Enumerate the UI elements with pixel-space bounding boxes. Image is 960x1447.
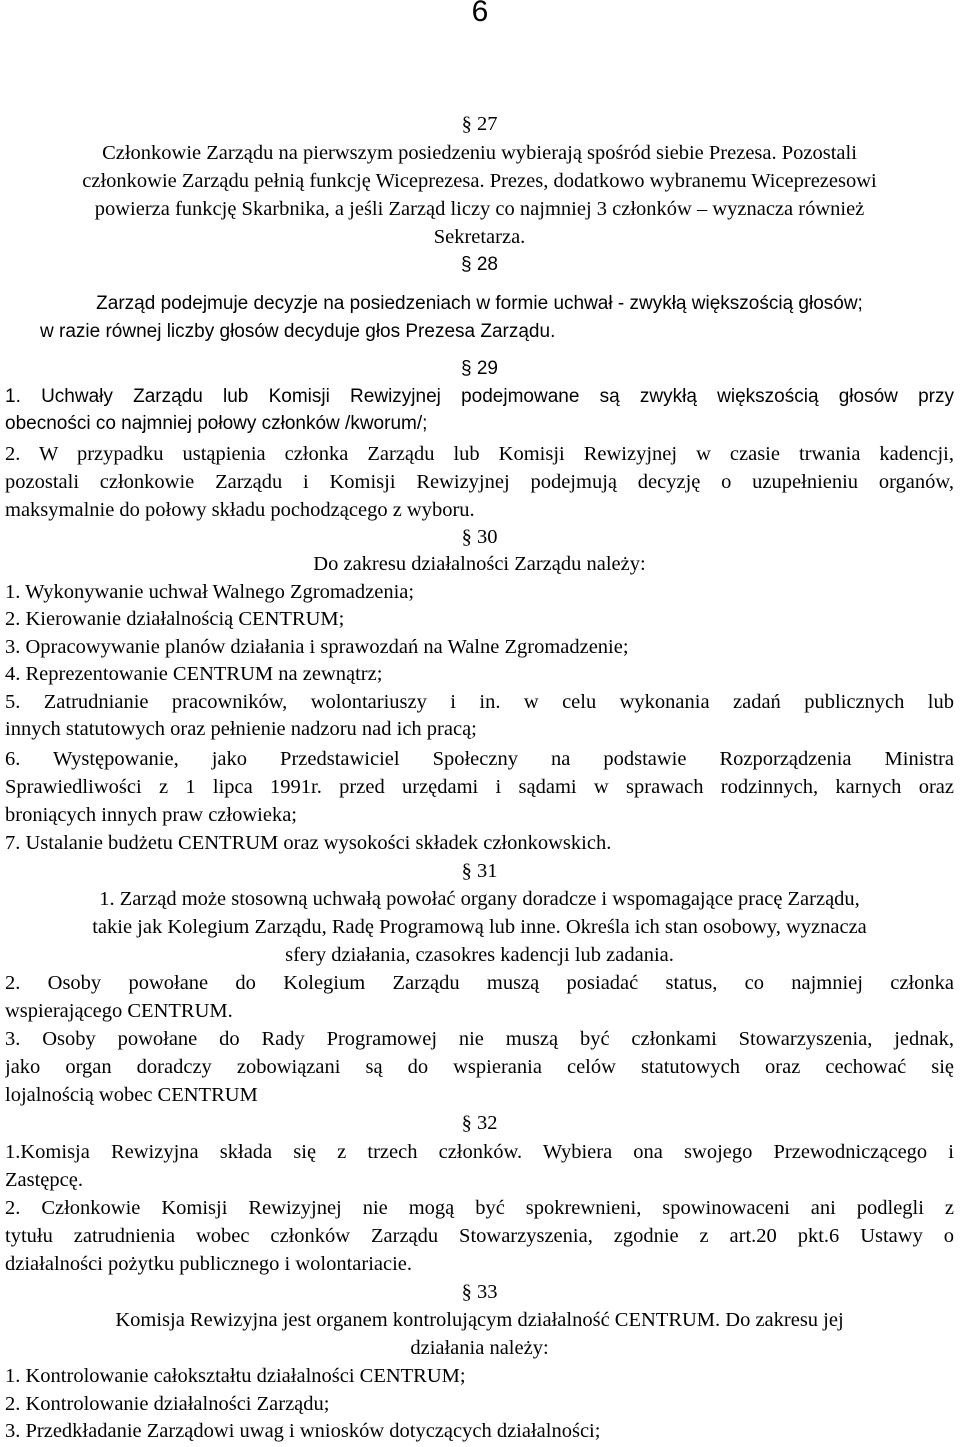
section-29-heading: § 29 xyxy=(461,358,498,379)
paragraph-line: maksymalnie do połowy składu pochodzącego z wyboru. xyxy=(5,499,475,521)
section-28-heading: § 28 xyxy=(461,254,498,275)
paragraph-line: działania należy: xyxy=(410,1337,549,1359)
paragraph-line: Komisja Rewizyjna jest organem kontrolującym działalność CENTRUM. Do zakresu jej xyxy=(115,1309,844,1331)
list-item: 5. Zatrudnianie pracowników, wolontariuszy i in. w celu wykonania zadań publicznych lub xyxy=(5,691,954,713)
paragraph-line: lojalnością wobec CENTRUM xyxy=(5,1084,258,1106)
list-item: 7. Ustalanie budżetu CENTRUM oraz wysokości składek członkowskich. xyxy=(5,832,612,854)
paragraph-line: 2. W przypadku ustąpienia członka Zarządu lub Komisji Rewizyjnej w czasie trwania kadencji, xyxy=(5,443,954,465)
paragraph-line: Sekretarza. xyxy=(433,226,526,248)
paragraph-line: 1.Komisja Rewizyjna składa się z trzech członków. Wybiera ona swojego Przewodniczącego i xyxy=(5,1141,954,1163)
paragraph-line: tytułu zatrudnienia wobec członków Zarządu Stowarzyszenia, zgodnie z art.20 pkt.6 Ustawy o xyxy=(5,1225,954,1247)
section-31-heading: § 31 xyxy=(461,860,498,882)
list-item: broniących innych praw człowieka; xyxy=(5,804,298,826)
paragraph-line: członkowie Zarządu pełnią funkcję Wiceprezesa. Prezes, dodatkowo wybranemu Wiceprezesowi xyxy=(82,170,877,192)
section-30-heading: § 30 xyxy=(461,526,498,548)
paragraph-line: 1. Zarząd może stosowną uchwałą powołać organy doradcze i wspomagające pracę Zarządu, xyxy=(99,888,860,910)
list-item: 6. Występowanie, jako Przedstawiciel Społeczny na podstawie Rozporządzenia Ministra xyxy=(5,748,954,770)
paragraph-line: działalności pożytku publicznego i wolontariacie. xyxy=(5,1253,413,1275)
paragraph-line: Zarząd podejmuje decyzje na posiedzeniach w formie uchwał - zwykłą większością głosów; xyxy=(96,293,863,314)
paragraph-line: sfery działania, czasokres kadencji lub zadania. xyxy=(285,944,674,966)
paragraph-line: obecności co najmniej połowy członków /kworum/; xyxy=(5,413,428,434)
paragraph-line: takie jak Kolegium Zarządu, Radę Programową lub inne. Określa ich stan osobowy, wyznacza xyxy=(92,916,867,938)
list-item: 2. Kierowanie działalnością CENTRUM; xyxy=(5,608,345,630)
page-number: 6 xyxy=(471,0,489,28)
paragraph-line: wspierającego CENTRUM. xyxy=(5,1000,233,1022)
list-item: 2. Kontrolowanie działalności Zarządu; xyxy=(5,1393,330,1415)
paragraph-line: jako organ doradczy zobowiązani są do wspierania celów statutowych oraz cechować się xyxy=(5,1056,954,1078)
paragraph-line: powierza funkcję Skarbnika, a jeśli Zarząd liczy co najmniej 3 członków – wyznacza również xyxy=(94,198,865,220)
list-item: innych statutowych oraz pełnienie nadzoru nad ich pracą; xyxy=(5,718,477,740)
paragraph-line: Do zakresu działalności Zarządu należy: xyxy=(313,553,646,575)
paragraph-line: pozostali członkowie Zarządu i Komisji Rewizyjnej podejmują decyzję o uzupełnieniu organów, xyxy=(5,471,954,493)
paragraph-line: 1. Uchwały Zarządu lub Komisji Rewizyjnej podejmowane są zwykłą większością głosów przy xyxy=(5,386,954,407)
paragraph-line: Zastępcę. xyxy=(5,1169,83,1191)
list-item: 3. Przedkładanie Zarządowi uwag i wniosków dotyczących działalności; xyxy=(5,1420,601,1442)
section-27-heading: § 27 xyxy=(461,113,498,135)
section-33-heading: § 33 xyxy=(461,1281,498,1303)
paragraph-line: Członkowie Zarządu na pierwszym posiedzeniu wybierają spośród siebie Prezesa. Pozostali xyxy=(102,142,857,164)
list-item: 4. Reprezentowanie CENTRUM na zewnątrz; xyxy=(5,663,383,685)
paragraph-line: 2. Członkowie Komisji Rewizyjnej nie mogą być spokrewnieni, spowinowaceni ani podlegli z xyxy=(5,1197,954,1219)
paragraph-line: 2. Osoby powołane do Kolegium Zarządu muszą posiadać status, co najmniej członka xyxy=(5,972,954,994)
list-item: Sprawiedliwości z 1 lipca 1991r. przed urzędami i sądami w sprawach rodzinnych, karnych oraz xyxy=(5,776,954,798)
paragraph-line: w razie równej liczby głosów decyduje głos Prezesa Zarządu. xyxy=(40,321,556,342)
section-32-heading: § 32 xyxy=(461,1112,498,1134)
list-item: 3. Opracowywanie planów działania i sprawozdań na Walne Zgromadzenie; xyxy=(5,636,629,658)
list-item: 1. Wykonywanie uchwał Walnego Zgromadzenia; xyxy=(5,581,415,603)
paragraph-line: 3. Osoby powołane do Rady Programowej nie muszą być członkami Stowarzyszenia, jednak, xyxy=(5,1028,954,1050)
list-item: 1. Kontrolowanie całokształtu działalności CENTRUM; xyxy=(5,1365,466,1387)
